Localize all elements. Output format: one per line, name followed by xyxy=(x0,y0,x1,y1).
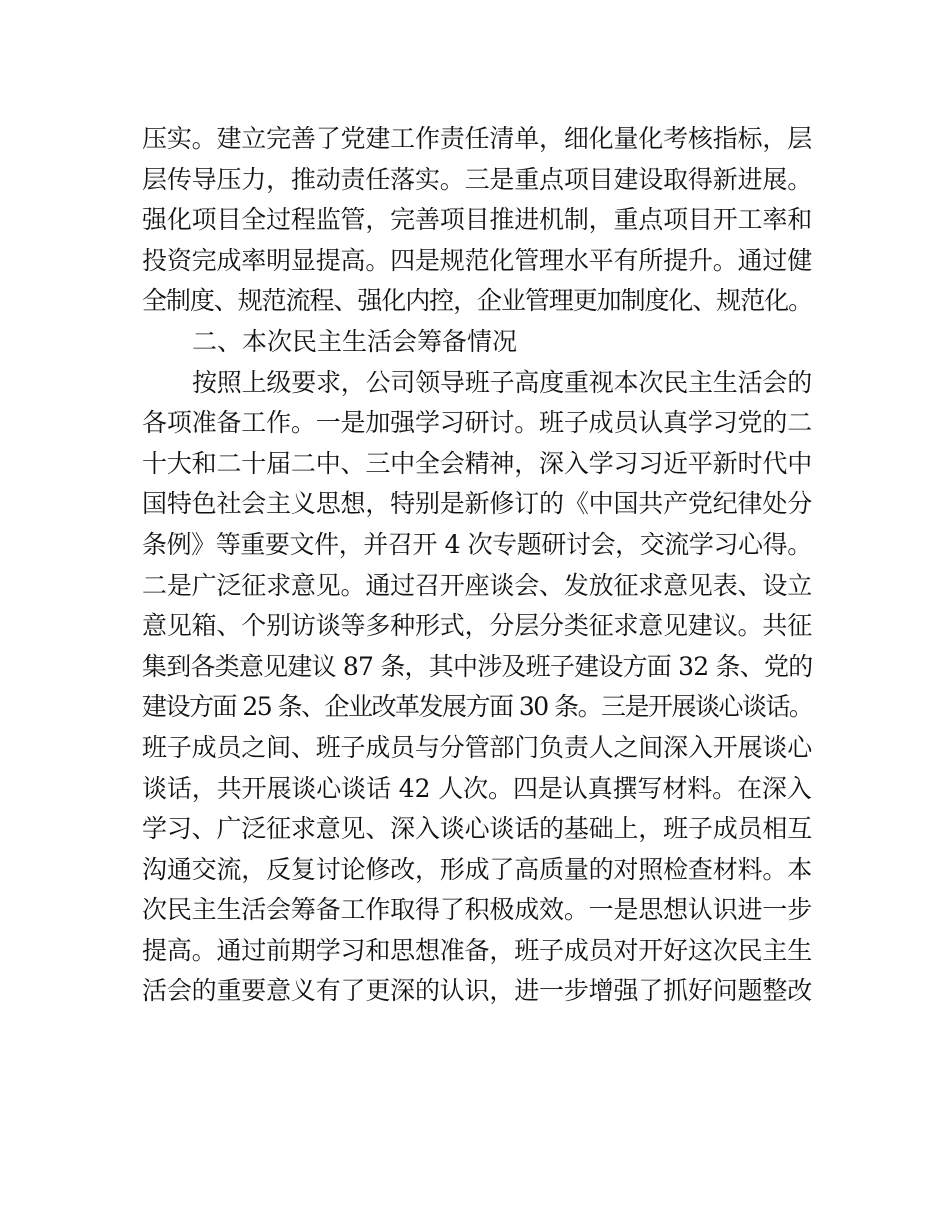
text-line: 各项准备工作。一是加强学习研讨。班子成员认真学习党的二 xyxy=(142,408,812,438)
text-line: 压实。建立完善了党建工作责任清单，细化量化考核指标，层 xyxy=(142,124,812,153)
text-line: 谈话，共开展谈心谈话 42 人次。四是认真撰写材料。在深入 xyxy=(142,773,812,803)
text-line: 强化项目全过程监管，完善项目推进机制，重点项目开工率和 xyxy=(142,205,812,235)
text-line: 学习、广泛征求意见、深入谈心谈话的基础上，班子成员相互 xyxy=(142,814,812,844)
text-line: 集到各类意见建议 87 条，其中涉及班子建设方面 32 条、党的 xyxy=(142,651,812,681)
text-line: 二是广泛征求意见。通过召开座谈会、发放征求意见表、设立 xyxy=(142,570,812,600)
document-body xyxy=(142,119,812,1012)
text-line: 十大和二十届二中、三中全会精神，深入学习习近平新时代中 xyxy=(142,448,812,478)
text-line: 活会的重要意义有了更深的认识，进一步增强了抓好问题整改 xyxy=(142,976,812,1006)
text-line: 次民主生活会筹备工作取得了积极成效。一是思想认识进一步 xyxy=(142,895,812,925)
text-line: 提高。通过前期学习和思想准备，班子成员对开好这次民主生 xyxy=(142,935,812,965)
text-line: 沟通交流，反复讨论修改，形成了高质量的对照检查材料。本 xyxy=(142,854,812,884)
text-line: 班子成员之间、班子成员与分管部门负责人之间深入开展谈心 xyxy=(142,732,812,762)
text-line: 意见箱、个别访谈等多种形式，分层分类征求意见建议。共征 xyxy=(142,611,812,641)
text-line: 层传导压力，推动责任落实。三是重点项目建设取得新进展。 xyxy=(142,164,812,194)
text-line: 国特色社会主义思想，特别是新修订的《中国共产党纪律处分 xyxy=(142,489,812,519)
text-line: 投资完成率明显提高。四是规范化管理水平有所提升。通过健 xyxy=(142,245,812,275)
text-line: 建设方面 25 条、企业改革发展方面 30 条。三是开展谈心谈话。 xyxy=(142,692,812,722)
section-heading: 二、本次民主生活会筹备情况 xyxy=(192,326,518,356)
text-line: 条例》等重要文件，并召开 4 次专题研讨会，交流学习心得。 xyxy=(142,529,812,559)
text-line: 按照上级要求，公司领导班子高度重视本次民主生活会的 xyxy=(192,367,812,397)
text-line: 全制度、规范流程、强化内控，企业管理更加制度化、规范化。 xyxy=(142,286,812,316)
